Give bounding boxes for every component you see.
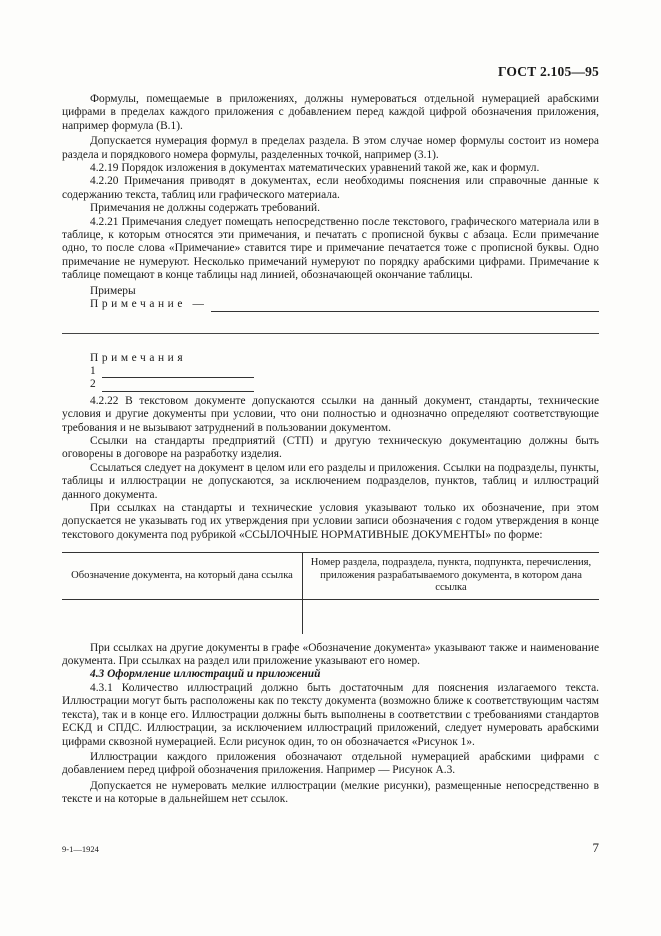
note-underline — [102, 381, 254, 392]
paragraph: Ссылаться следует на документ в целом или его разделы и приложения. Ссылки на подразделы, пункты, таблицы и иллюстрации не допускаются, за исключением подразделов, пунктов, таблиц и иллюстраций данного документа. — [62, 461, 599, 501]
note-single-label: Примечание — — [90, 298, 208, 311]
note-item — [62, 365, 599, 378]
page-number: 7 — [592, 840, 599, 855]
print-code: 9-1—1924 — [62, 844, 99, 854]
note-item-number: 1 — [90, 364, 96, 377]
paragraph: При ссылках на стандарты и технические условия указывают только их обозначение, при этом допускается не указывать год их утверждения при условии записи обозначения с годом утверждения в конце текстового документа под рубрикой «ССЫЛОЧНЫЕ НОРМАТИВНЫЕ ДОКУМЕНТЫ» по форме: — [62, 501, 599, 541]
reference-table — [62, 552, 599, 634]
paragraph: 4.2.21 Примечания следует помещать непосредственно после текстового, графического материала или в таблице, к которым относятся эти примечания, и печатать с прописной буквы с абзаца. Если примечание одно, то после слова «Примечание» ставится тире и примечание печатается тоже с прописной буквы. Одно примечание не нумеруют. Несколько примечаний нумеруют по порядку арабскими цифрами. Примечание к таблице помещают в конце таблицы над линией, обозначающей окончание таблицы. — [62, 215, 599, 282]
paragraph: Примечания не должны содержать требований. — [90, 202, 320, 215]
paragraph: Формулы, помещаемые в приложениях, должны нумероваться отдельной нумерацией арабскими цифрами в пределах каждого приложения с добавлением перед каждой цифрой обозначения приложения, например формула (В.1). — [62, 93, 599, 132]
paragraph: Ссылки на стандарты предприятий (СТП) и другую техническую документацию должны быть оговорены в договоре на разработку изделия. — [62, 434, 599, 461]
paragraph: При ссылках на другие документы в графе «Обозначение документа» указывают также и наименование документа. При ссылках на раздел или приложение указывают его номер. — [62, 641, 599, 668]
note-example-single — [62, 298, 599, 311]
table-header-row — [62, 553, 599, 600]
paragraph: 4.2.19 Порядок изложения в документах математических уравнений такой же, как и формул. — [90, 162, 540, 175]
notes-plural-label: Примечания — [90, 351, 187, 364]
note-underline — [102, 367, 254, 378]
section-heading: 4.3 Оформление иллюстраций и приложений — [90, 668, 321, 681]
notes-plural-heading — [62, 352, 599, 365]
paragraph: 4.2.20 Примечания приводят в документах, если необходимы пояснения или справочные данные к содержанию текста, таблиц или графического материала. — [62, 175, 599, 201]
paragraph: Иллюстрации каждого приложения обозначают отдельной нумерацией арабскими цифрами с добавлением перед цифрой обозначения приложения. Например — Рисунок А.3. — [62, 750, 599, 777]
standard-header: ГОСТ 2.105—95 — [497, 64, 599, 79]
full-width-rule — [62, 332, 599, 334]
table-cell — [303, 599, 600, 634]
note-underline — [211, 300, 599, 312]
paragraph: 4.3.1 Количество иллюстраций должно быть достаточным для пояснения излагаемого текста. Иллюстрации могут быть расположены как по тексту документа (возможно ближе к соответствующим частям текста), так и в конце его. Иллюстрации должны быть выполнены в соответствии с требованиями стандартов ЕСКД и СПДС. Иллюстрации, за исключением иллюстраций приложений, следует нумеровать арабскими цифрами сквозной нумерацией. Если рисунок один, то он обозначается «Рисунок 1». — [62, 681, 599, 748]
note-item — [62, 378, 599, 391]
paragraph: Допускается нумерация формул в пределах раздела. В этом случае номер формулы состоит из номера раздела и порядкового номера формулы, разделенных точкой, например (3.1). — [62, 135, 599, 161]
note-item-number: 2 — [90, 378, 96, 391]
table-header-cell: Обозначение документа, на который дана ссылка — [62, 553, 303, 600]
page-body — [62, 93, 599, 807]
table-cell — [62, 599, 303, 634]
table-header-cell: Номер раздела, подраздела, пункта, подпункта, перечисления, приложения разрабатываемого документа, в котором дана ссылка — [303, 553, 600, 600]
paragraph: Допускается не нумеровать мелкие иллюстрации (мелкие рисунки), размещенные непосредственно в тексте и на которые в дальнейшем нет ссылок. — [62, 779, 599, 806]
table-row — [62, 599, 599, 634]
paragraph: 4.2.22 В текстовом документе допускаются ссылки на данный документ, стандарты, технические условия и другие документы при условии, что они полностью и однозначно определяют соответствующие требования и не вызывают затруднений в пользовании документом. — [62, 394, 599, 434]
examples-label: Примеры — [90, 284, 136, 297]
